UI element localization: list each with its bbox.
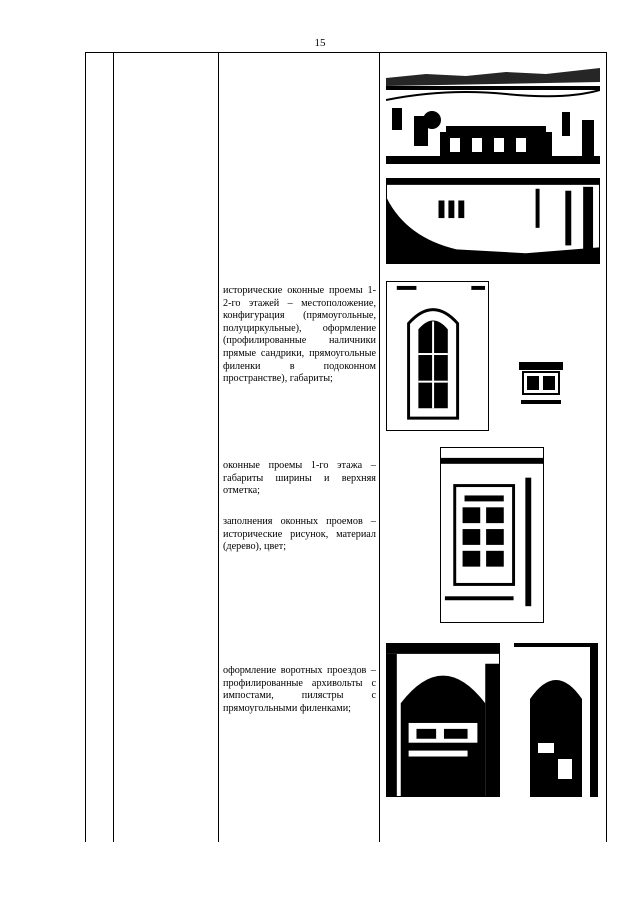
column-divider-2: [218, 52, 219, 842]
corner-building-photo: [386, 178, 600, 264]
table-left-border: [85, 52, 86, 842]
column-divider-1: [113, 52, 114, 842]
gateway-arch-photo-right: [514, 643, 598, 797]
text-historic-windows: исторические оконные проемы 1-2-го этажей – местоположение, конфигурация (прямоугольные, полуциркульные), оформление (профилированные наличники прямые сандрики, прямоугольные филенки в подоконном пространстве), габариты;: [223, 285, 376, 385]
small-window-photo: [517, 358, 565, 412]
text-first-floor-windows: оконные проемы 1-го этажа – габариты ширины и верхняя отметка;: [223, 460, 376, 497]
column-divider-3: [379, 52, 380, 842]
table-top-border: [85, 52, 607, 53]
gateway-arch-photo-left: [386, 643, 500, 797]
text-gateways: оформление воротных проездов – профилированные архивольты с импостами, пилястры с прямоугольными филенками;: [223, 665, 376, 714]
rectangular-window-photo: [440, 447, 544, 623]
arched-window-photo: [386, 281, 489, 431]
facade-panorama-photo: [386, 60, 600, 164]
text-window-fill: заполнения оконных проемов – исторические рисунок, материал (дерево), цвет;: [223, 516, 376, 553]
table-right-border: [606, 52, 607, 842]
page-number: 15: [314, 37, 326, 49]
